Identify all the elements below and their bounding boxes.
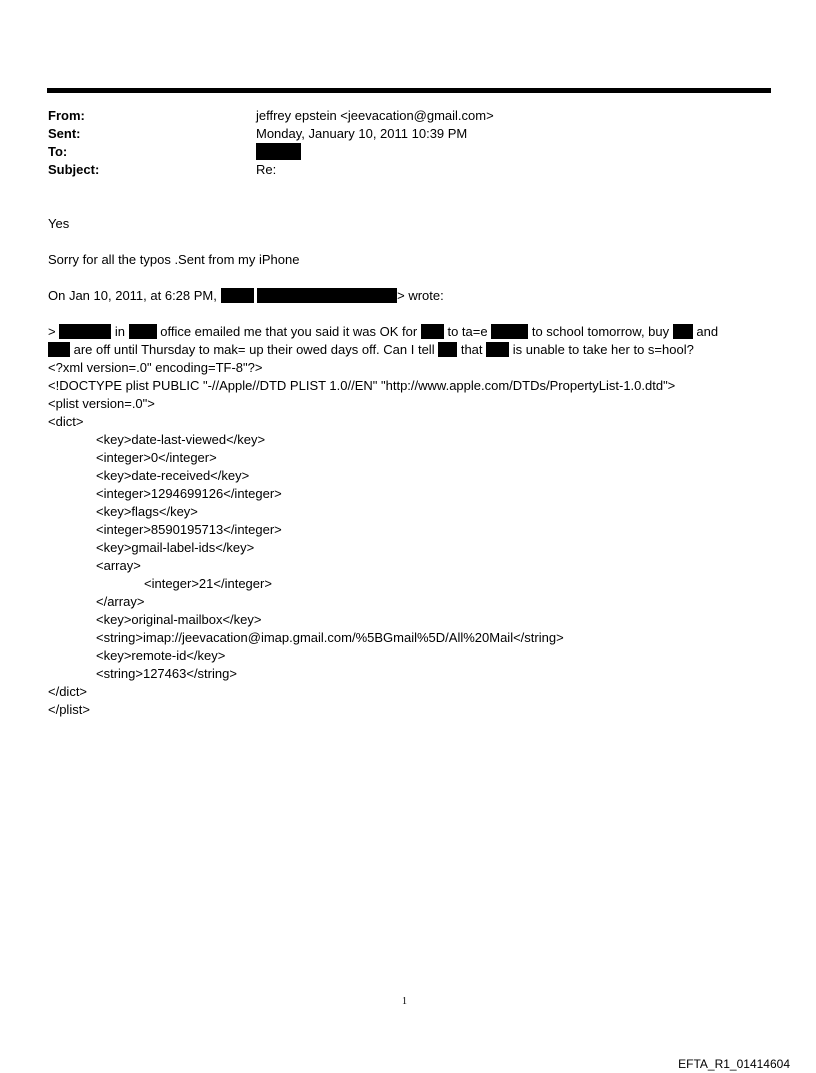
redaction-block bbox=[438, 342, 457, 357]
redaction-block bbox=[221, 288, 254, 303]
quote-intro-suffix: > wrote: bbox=[397, 288, 444, 303]
xml-line: <!DOCTYPE plist PUBLIC "-//Apple//DTD PLIST 1.0//EN" "http://www.apple.com/DTDs/PropertyList-1.0.dtd"> bbox=[48, 378, 676, 393]
xml-line: <key>remote-id</key> bbox=[96, 648, 226, 663]
header-rule bbox=[47, 88, 771, 93]
xml-line: <key>gmail-label-ids</key> bbox=[96, 540, 255, 555]
quote-intro-prefix: On Jan 10, 2011, at 6:28 PM, bbox=[48, 288, 217, 303]
body-sorry: Sorry for all the typos .Sent from my iPhone bbox=[48, 252, 300, 267]
redaction-block bbox=[673, 324, 693, 339]
xml-line: <?xml version=.0" encoding=TF-8"?> bbox=[48, 360, 263, 375]
quoted-text: that bbox=[460, 342, 483, 357]
from-value: jeffrey epstein <jeevacation@gmail.com> bbox=[256, 108, 494, 123]
xml-line: <key>date-last-viewed</key> bbox=[96, 432, 266, 447]
sent-label: Sent: bbox=[48, 126, 81, 141]
quoted-text: to school tomorrow, buy bbox=[531, 324, 670, 339]
quoted-text: is unable to take her to s=hool? bbox=[512, 342, 694, 357]
xml-line: <array> bbox=[96, 558, 141, 573]
body-yes: Yes bbox=[48, 216, 70, 231]
subject-label: Subject: bbox=[48, 162, 100, 177]
xml-line: <string>127463</string> bbox=[96, 666, 237, 681]
xml-line: </dict> bbox=[48, 684, 88, 699]
redaction-block bbox=[421, 324, 444, 339]
quoted-line-1 bbox=[48, 324, 718, 340]
redaction-block bbox=[256, 143, 301, 160]
sent-value: Monday, January 10, 2011 10:39 PM bbox=[256, 126, 468, 141]
xml-line: <dict> bbox=[48, 414, 84, 429]
xml-line: <integer>8590195713</integer> bbox=[96, 522, 282, 537]
xml-line: <key>flags</key> bbox=[96, 504, 198, 519]
xml-line: <key>date-received</key> bbox=[96, 468, 250, 483]
xml-line: <integer>0</integer> bbox=[96, 450, 217, 465]
redaction-block bbox=[486, 342, 509, 357]
quote-intro bbox=[48, 288, 444, 304]
xml-line: </array> bbox=[96, 594, 145, 609]
redaction-block bbox=[491, 324, 528, 339]
quoted-text: to ta=e bbox=[447, 324, 488, 339]
xml-line: <integer>21</integer> bbox=[144, 576, 272, 591]
quoted-text: in bbox=[114, 324, 125, 339]
xml-line: </plist> bbox=[48, 702, 90, 717]
quoted-line-2 bbox=[48, 342, 694, 358]
from-label: From: bbox=[48, 108, 85, 123]
redaction-block bbox=[129, 324, 157, 339]
redaction-block bbox=[48, 342, 70, 357]
subject-value: Re: bbox=[256, 162, 277, 177]
redaction-block bbox=[59, 324, 111, 339]
to-value bbox=[256, 143, 301, 160]
xml-line: <plist version=.0"> bbox=[48, 396, 155, 411]
xml-line: <key>original-mailbox</key> bbox=[96, 612, 262, 627]
quoted-text: office emailed me that you said it was OK for bbox=[160, 324, 418, 339]
xml-line: <integer>1294699126</integer> bbox=[96, 486, 282, 501]
quoted-text: > bbox=[48, 324, 56, 339]
redaction-block bbox=[257, 288, 397, 303]
quoted-text: and bbox=[696, 324, 719, 339]
page-number: 1 bbox=[402, 996, 407, 1007]
to-label: To: bbox=[48, 144, 68, 159]
quoted-text: are off until Thursday to mak= up their owed days off. Can I tell bbox=[73, 342, 435, 357]
xml-line: <string>imap://jeevacation@imap.gmail.com/%5BGmail%5D/All%20Mail</string> bbox=[96, 630, 564, 645]
document-id: EFTA_R1_01414604 bbox=[678, 1057, 790, 1071]
